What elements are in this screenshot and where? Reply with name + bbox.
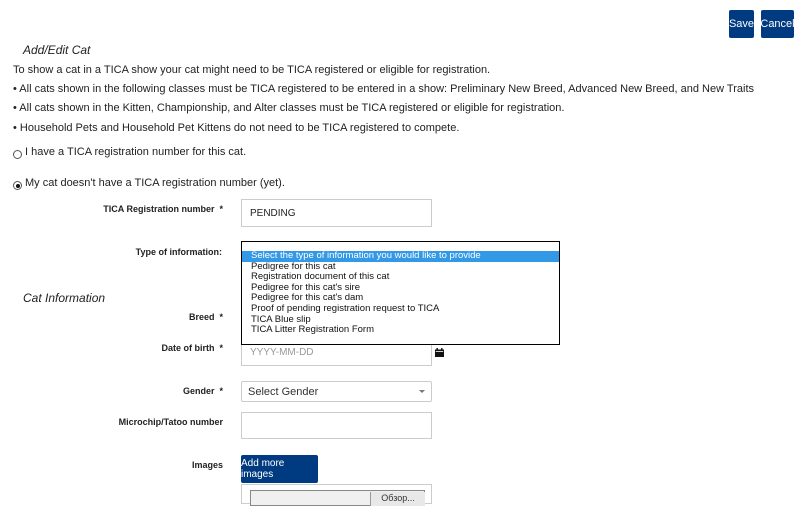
microchip-input[interactable]	[241, 412, 432, 439]
list-option[interactable]: Select the type of information you would like to provide	[242, 251, 559, 262]
list-option[interactable]: Pedigree for this cat	[251, 260, 336, 272]
gender-label	[183, 386, 223, 396]
required-marker: *	[219, 312, 223, 322]
cancel-button[interactable]: Cancel	[761, 10, 794, 38]
registration-number-input[interactable]: PENDING	[241, 199, 432, 227]
list-option[interactable]: Pedigree for this cat's sire	[251, 281, 360, 293]
list-option[interactable]: TICA Litter Registration Form	[251, 324, 375, 336]
gender-label-text: Gender	[182, 386, 215, 396]
gender-select-value: Select Gender	[248, 385, 319, 398]
section-title-add-edit: Add/Edit Cat	[23, 43, 91, 57]
file-input[interactable]	[250, 490, 425, 506]
required-marker: *	[219, 343, 223, 353]
list-option[interactable]: Proof of pending registration request to TICA	[251, 302, 440, 314]
file-upload-box	[241, 484, 432, 504]
bullet-line: • All cats shown in the following classes must be TICA registered to be entered in a show: Preliminary New Breed, Advanced New Breed, and New Traits	[13, 83, 755, 95]
calendar-icon[interactable]	[435, 348, 444, 357]
dob-label	[161, 343, 223, 353]
type-of-info-listbox[interactable]	[241, 241, 560, 345]
list-option[interactable]: Registration document of this cat	[251, 271, 390, 283]
images-label: Images	[191, 460, 223, 470]
radio-no-number-label[interactable]: My cat doesn't have a TICA registration number (yet).	[25, 177, 285, 189]
breed-label	[189, 312, 223, 322]
breed-label-text: Breed	[188, 312, 215, 322]
list-option[interactable]: Pedigree for this cat's dam	[251, 292, 364, 304]
radio-has-number-label[interactable]: I have a TICA registration number for this cat.	[25, 146, 247, 158]
bullet-line: • All cats shown in the Kitten, Championship, and Alter classes must be TICA registered or eligible for registration.	[13, 102, 565, 114]
list-option[interactable]: TICA Blue slip	[251, 313, 311, 325]
dob-label-text: Date of birth	[161, 343, 215, 353]
intro-text: To show a cat in a TICA show your cat might need to be TICA registered or eligible for registration.	[13, 64, 491, 76]
dob-input[interactable]: YYYY-MM-DD	[241, 339, 432, 366]
radio-no-number[interactable]	[13, 181, 22, 190]
radio-has-number[interactable]	[13, 150, 22, 159]
save-button[interactable]: Save	[729, 10, 754, 38]
add-more-images-button[interactable]: Add more images	[241, 455, 318, 483]
registration-label	[103, 204, 223, 214]
section-title-cat-info: Cat Information	[23, 291, 106, 305]
chevron-down-icon	[419, 390, 425, 393]
type-of-info-label: Type of information:	[135, 247, 222, 257]
bullet-line: • Household Pets and Household Pet Kittens do not need to be TICA registered to compete.	[13, 122, 460, 134]
gender-select[interactable]	[241, 381, 432, 402]
microchip-label: Microchip/Tatoo number	[118, 417, 223, 427]
required-marker: *	[219, 204, 223, 214]
browse-button[interactable]: Обзор...	[370, 492, 425, 506]
registration-label-text: TICA Registration number	[103, 204, 215, 214]
required-marker: *	[219, 386, 223, 396]
